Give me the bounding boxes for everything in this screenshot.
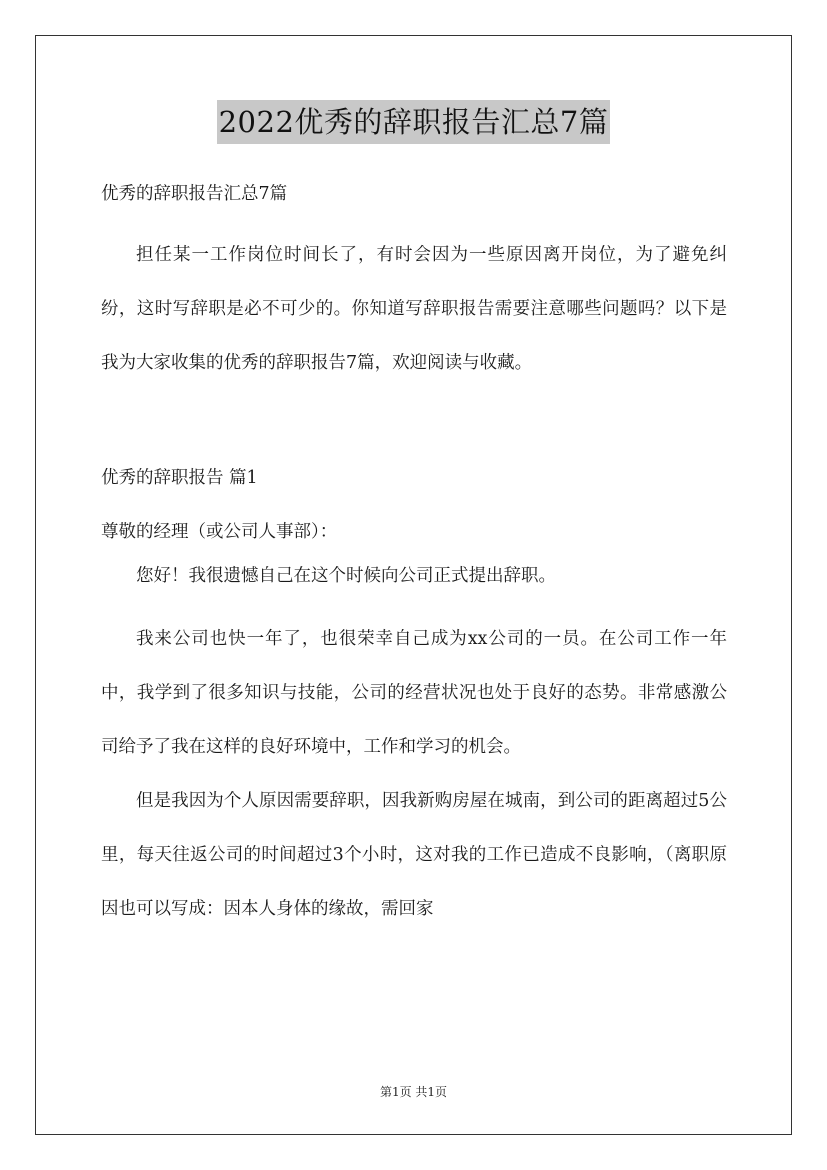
page-footer: [0, 1083, 827, 1100]
section-heading: 优秀的辞职报告 篇1: [101, 468, 258, 488]
intro-paragraph: 担任某一工作岗位时间长了，有时会因为一些原因离开岗位，为了避免纠纷，这时写辞职是必不可少的。你知道写辞职报告需要注意哪些问题吗？以下是我为大家收集的优秀的辞职报告7篇，欢迎阅读与收藏。: [101, 245, 727, 373]
body-paragraph-greeting: 您好！我很遗憾自己在这个时候向公司正式提出辞职。: [136, 566, 556, 586]
body-paragraph-reason: 但是我因为个人原因需要辞职，因我新购房屋在城南，到公司的距离超过5公里，每天往返公司的时间超过3个小时，这对我的工作已造成不良影响，（离职原因也可以写成：因本人身体的缘故，需回家: [101, 791, 727, 919]
document-subtitle: 优秀的辞职报告汇总7篇: [101, 184, 288, 204]
page-number-label: 第1页 共1页: [379, 1085, 448, 1099]
salutation: 尊敬的经理（或公司人事部）：: [101, 522, 338, 542]
document-title-wrapper: [0, 100, 827, 144]
section-spacer: [101, 390, 727, 460]
document-body: [101, 176, 727, 936]
document-title: 2022优秀的辞职报告汇总7篇: [217, 100, 611, 144]
body-paragraph-experience: 我来公司也快一年了，也很荣幸自己成为xx公司的一员。在公司工作一年中，我学到了很多知识与技能，公司的经营状况也处于良好的态势。非常感激公司给予了我在这样的良好环境中，工作和学习的机会。: [101, 629, 727, 757]
